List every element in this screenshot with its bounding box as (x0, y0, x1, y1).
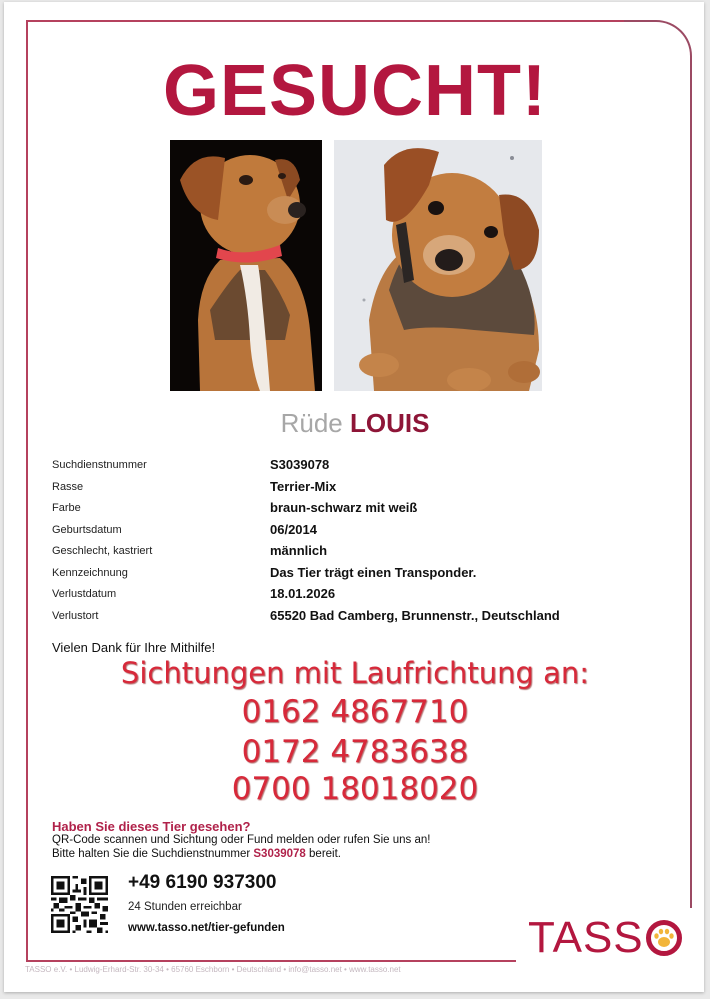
sighting-phone-2[interactable]: 0172 4783638 (241, 734, 469, 770)
detail-value: Terrier-Mix (270, 478, 337, 494)
detail-row-color (52, 500, 652, 522)
detail-label: Rasse (52, 480, 84, 493)
logo-text: TASS (528, 913, 644, 962)
qr-code-icon (51, 876, 108, 933)
detail-label: Verlustdatum (52, 588, 117, 600)
sex-label: Rüde (280, 408, 343, 438)
frame-border-left (26, 20, 28, 962)
detail-label: Geschlecht, kastriert (52, 545, 153, 557)
headline: GESUCHT! (163, 51, 547, 131)
cta-reference-prefix: Bitte halten Sie die Suchdienstnummer (52, 848, 251, 860)
dog-in-snow-image (334, 140, 542, 391)
detail-row-identification (52, 565, 652, 587)
thanks-text: Vielen Dank für Ihre Mithilfe! (52, 640, 216, 655)
detail-value: 18.01.2026 (270, 586, 336, 601)
tasso-logo (528, 914, 682, 962)
dog-name: LOUIS (349, 408, 430, 438)
detail-label: Kennzeichnung (52, 566, 128, 579)
dog-photo-2 (334, 140, 542, 391)
detail-row-sex (52, 543, 652, 565)
detail-value: 06/2014 (270, 521, 317, 537)
paw-icon (653, 928, 675, 948)
sighting-phone-1[interactable]: 0162 4867710 (241, 694, 469, 730)
detail-value: männlich (270, 543, 328, 558)
detail-row-birthdate (52, 522, 652, 544)
details-table (52, 457, 652, 629)
detail-value: braun-schwarz mit weiß (270, 500, 418, 515)
frame-border-bottom (26, 960, 516, 962)
detail-row-search-number (52, 457, 652, 479)
qr-code[interactable] (51, 876, 108, 933)
cta-reference-note (52, 848, 341, 860)
detail-row-breed (52, 479, 652, 501)
cta-heading: Haben Sie dieses Tier gesehen? (52, 819, 251, 834)
detail-label: Geburtsdatum (52, 523, 122, 536)
availability-text: 24 Stunden erreichbar (128, 901, 242, 913)
detail-value: 65520 Bad Camberg, Brunnenstr., Deutschland (270, 607, 560, 623)
sighting-phone-3[interactable]: 0700 18018020 (231, 771, 479, 807)
logo-o-ring (646, 920, 682, 956)
detail-row-loss-location (52, 608, 652, 630)
tasso-phone-number[interactable]: +49 6190 937300 (128, 872, 277, 893)
frame-border-top (26, 20, 626, 22)
detail-label: Suchdienstnummer (52, 459, 147, 471)
search-number-highlight: S3039078 (253, 848, 306, 860)
detail-value: Das Tier trägt einen Transponder. (270, 564, 477, 580)
detail-row-loss-date (52, 586, 652, 608)
report-url-link[interactable]: www.tasso.net/tier-gefunden (128, 922, 285, 934)
dog-photo-1 (170, 140, 322, 391)
detail-label: Farbe (52, 502, 81, 514)
dog-portrait-black-bg-image (170, 140, 322, 391)
sightings-heading: Sichtungen mit Laufrichtung an: (120, 656, 590, 690)
cta-reference-suffix: bereit. (309, 848, 341, 860)
detail-label: Verlustort (52, 609, 99, 622)
cta-instruction: QR-Code scannen und Sichtung oder Fund melden oder rufen Sie uns an! (52, 834, 431, 846)
footer-address: TASSO e.V. • Ludwig-Erhard-Str. 30-34 • 65760 Eschborn • Deutschland • info@tasso.net • www.tasso.net (25, 965, 401, 974)
detail-value: S3039078 (270, 457, 330, 472)
dog-name-heading (0, 408, 710, 439)
